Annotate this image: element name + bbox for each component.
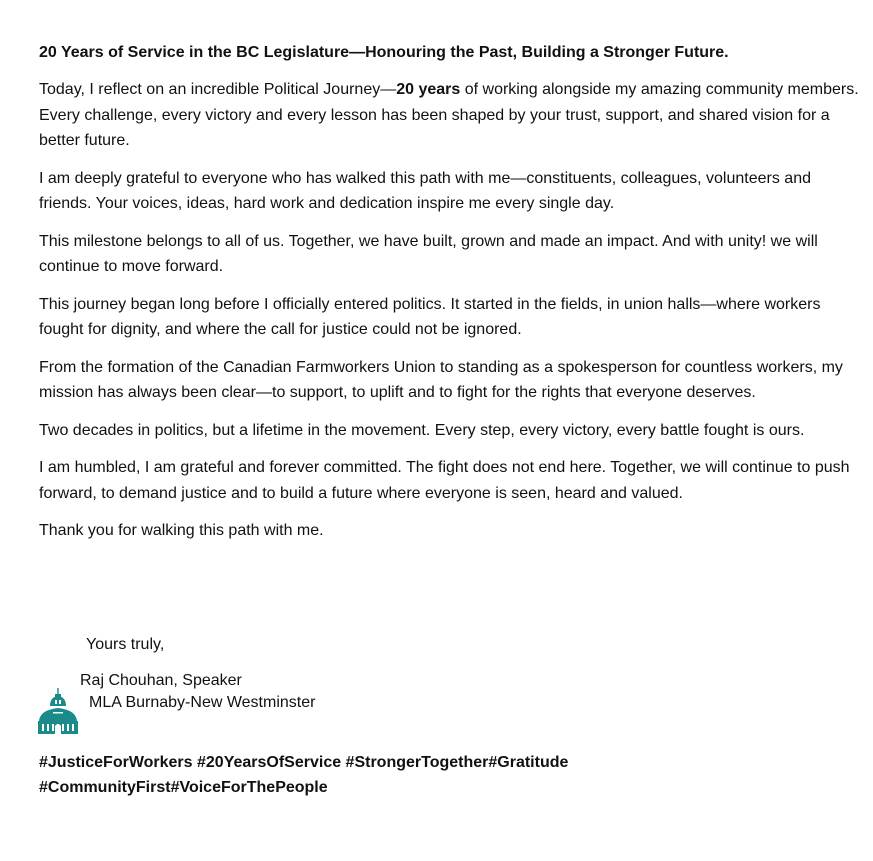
signature-role: MLA Burnaby-New Westminster xyxy=(89,694,316,711)
paragraph-3: This milestone belongs to all of us. Together, we have built, grown and made an impact. And with unity! we will continue to move forward. xyxy=(39,232,818,275)
paragraph-1 xyxy=(39,77,859,154)
hashtags-line-2: #CommunityFirst#VoiceForThePeople xyxy=(39,779,328,796)
paragraph-1-start: Today, I reflect on an incredible Political Journey— xyxy=(39,81,397,98)
hashtags-line-1: #JusticeForWorkers #20YearsOfService #StrongerTogether#Gratitude xyxy=(39,754,569,771)
paragraph-8: Thank you for walking this path with me. xyxy=(39,522,324,539)
paragraph-1-end: of working alongside my amazing community members. Every challenge, every victory and every lesson has been shaped by your trust, support, and shared vision for a better future. xyxy=(39,81,859,149)
paragraph-7: I am humbled, I am grateful and forever committed. The fight does not end here. Together, we will continue to push forward, to demand justice and to build a future where everyone is seen, heard and valued. xyxy=(39,459,850,502)
paragraph-5: From the formation of the Canadian Farmworkers Union to standing as a spokesperson for countless workers, my mission has always been clear—to support, to uplift and to fight for the rights that everyone deserves. xyxy=(39,358,843,401)
letter-body xyxy=(39,40,859,556)
paragraph-1-emphasis: 20 years xyxy=(396,81,461,98)
signature-block xyxy=(80,670,315,714)
closing-salutation: Yours truly, xyxy=(86,636,165,653)
hashtags xyxy=(39,750,568,800)
letter-title: 20 Years of Service in the BC Legislature—Honouring the Past, Building a Stronger Future. xyxy=(39,44,729,61)
legislature-dome-icon xyxy=(38,688,78,734)
paragraph-6: Two decades in politics, but a lifetime in the movement. Every step, every victory, every battle fought is ours. xyxy=(39,421,805,439)
paragraph-4: This journey began long before I officially entered politics. It started in the fields, in union halls—where workers fought for dignity, and where the call for justice could not be ignored. xyxy=(39,295,821,338)
signature-name: Raj Chouhan, Speaker xyxy=(80,672,242,689)
paragraph-2: I am deeply grateful to everyone who has walked this path with me—constituents, colleagues, volunteers and friends. Your voices, ideas, hard work and dedication inspire me every single day. xyxy=(39,169,811,212)
